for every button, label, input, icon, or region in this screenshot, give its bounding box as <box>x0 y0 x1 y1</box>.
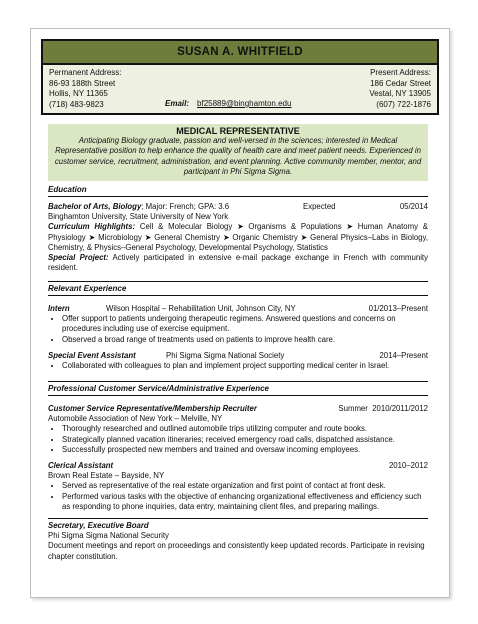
professional-experience-section <box>48 381 428 562</box>
intern-line <box>48 304 428 314</box>
list-item: • Strategically planned vacation itineraries; received emergency road calls, dispatched assistance. <box>62 435 428 445</box>
list-item: • Thoroughly researched and outlined automobile trips utilizing computer and route books. <box>62 424 428 434</box>
present-street: 186 Cedar Street <box>370 78 431 88</box>
secretary-organization: Phi Sigma Sigma National Security <box>48 531 169 541</box>
candidate-name: SUSAN A. WHITFIELD <box>43 41 437 65</box>
school-name: Binghamton University, State University of New York <box>48 212 229 222</box>
csr-bullets <box>48 424 428 455</box>
curriculum-highlights <box>48 222 428 253</box>
graduation-date: 05/2014 <box>399 202 428 211</box>
csr-line <box>48 404 428 414</box>
objective-box <box>48 124 428 181</box>
event-assistant-bullets <box>48 361 428 371</box>
permanent-address <box>49 68 121 110</box>
list-item: • Collaborated with colleagues to plan and implement project supporting medical center in Israel. <box>62 361 428 371</box>
special-project-text: Actively participated in extensive e-mail package exchange in French with community resident. <box>48 253 428 273</box>
present-address-label: Present Address: <box>370 68 431 77</box>
relevant-experience-section <box>48 281 428 371</box>
professional-experience-heading: Professional Customer Service/Administrative Experience <box>48 381 428 396</box>
special-project <box>48 253 428 273</box>
relevant-experience-heading: Relevant Experience <box>48 281 428 296</box>
secretary-block <box>48 518 428 562</box>
permanent-phone: (718) 483-9823 <box>49 99 104 109</box>
education-section <box>48 183 428 273</box>
intern-bullets <box>48 314 428 345</box>
objective-title: MEDICAL REPRESENTATIVE <box>176 126 300 136</box>
list-item: • Successfully prospected new members and trained and oversaw incoming employees. <box>62 445 428 455</box>
secretary-title: Secretary, Executive Board <box>48 521 149 531</box>
clerical-organization: Brown Real Estate – Bayside, NY <box>48 471 165 481</box>
intern-date: 01/2013–Present <box>368 304 428 313</box>
email-label: Email: <box>165 99 190 108</box>
secretary-description: Document meetings and report on proceedings and consistently keep updated records. Participate in revising chapter constitution. <box>48 541 425 561</box>
degree-details: ; Major: French; GPA: 3.6 <box>141 202 230 211</box>
csr-organization: Automobile Association of New York – Melville, NY <box>48 414 223 424</box>
degree: Bachelor of Arts, Biology <box>48 202 142 211</box>
email-row <box>165 99 291 108</box>
expected-label: Expected <box>303 202 336 211</box>
special-project-label: Special Project: <box>48 253 109 263</box>
intern-organization: Wilson Hospital – Rehabilitation Unit, Johnson City, NY <box>106 304 296 313</box>
event-assistant-date: 2014–Present <box>379 350 428 360</box>
list-item: • Offer support to patients undergoing therapeutic regimens. Answered questions and concerns on procedures including use of exercise equipment. <box>62 314 428 334</box>
clerical-date: 2010–2012 <box>388 461 428 471</box>
event-assistant-line <box>48 351 428 361</box>
list-item: • Performed various tasks with the objective of enhancing organizational effectiveness and efficiency such as responding to phone inquiries, data entry, maintaining client files, and preparing mailings. <box>62 492 428 512</box>
event-assistant-title: Special Event Assistant <box>48 350 136 360</box>
present-address <box>369 68 431 110</box>
event-assistant-organization: Phi Sigma Sigma National Society <box>166 350 285 360</box>
clerical-line <box>48 461 428 471</box>
clerical-title: Clerical Assistant <box>48 461 114 471</box>
present-city: Vestal, NY 13905 <box>369 89 431 98</box>
resume-header <box>41 39 439 115</box>
csr-title: Customer Service Representative/Membership Recruiter <box>48 404 257 413</box>
curriculum-label: Curriculum Highlights: <box>48 222 136 232</box>
permanent-address-label: Permanent Address: <box>49 68 122 77</box>
permanent-street: 86-93 188th Street <box>49 78 116 88</box>
permanent-city: Hollis, NY 11365 <box>49 89 108 98</box>
intern-title: Intern <box>48 304 70 313</box>
degree-line <box>48 202 428 212</box>
education-heading: Education <box>48 183 428 197</box>
objective-text: Anticipating Biology graduate, passion and well-versed in the sciences; interested in Medical Representative position to help enhance the quality of health care and meet patient needs. Experienced in customer service, recruitment, administration, and event planning. Active community member, mentor, and participant in Phi Sigma Sigma. <box>54 136 422 176</box>
curriculum-text: Cell & Molecular Biology ➤ Organisms & Populations ➤ Human Anatomy & Physiology ➤ Microbiology ➤ General Chemistry ➤ Organic Chemistry ➤ General Physics–Labs in Biology, Chemistry, & Physics–General Psychology, Developmental Psychology, Statistics <box>48 222 428 252</box>
email-link[interactable]: bf25889@binghamton.edu <box>197 99 292 108</box>
list-item: • Observed a broad range of treatments used on patients to improve health care. <box>62 335 428 345</box>
resume-page <box>30 28 450 598</box>
present-phone: (607) 722-1876 <box>376 99 431 109</box>
list-item: • Served as representative of the real estate organization and first point of contact at front desk. <box>62 481 428 491</box>
clerical-bullets <box>48 481 428 512</box>
csr-date: Summer 2010/2011/2012 <box>338 404 428 413</box>
